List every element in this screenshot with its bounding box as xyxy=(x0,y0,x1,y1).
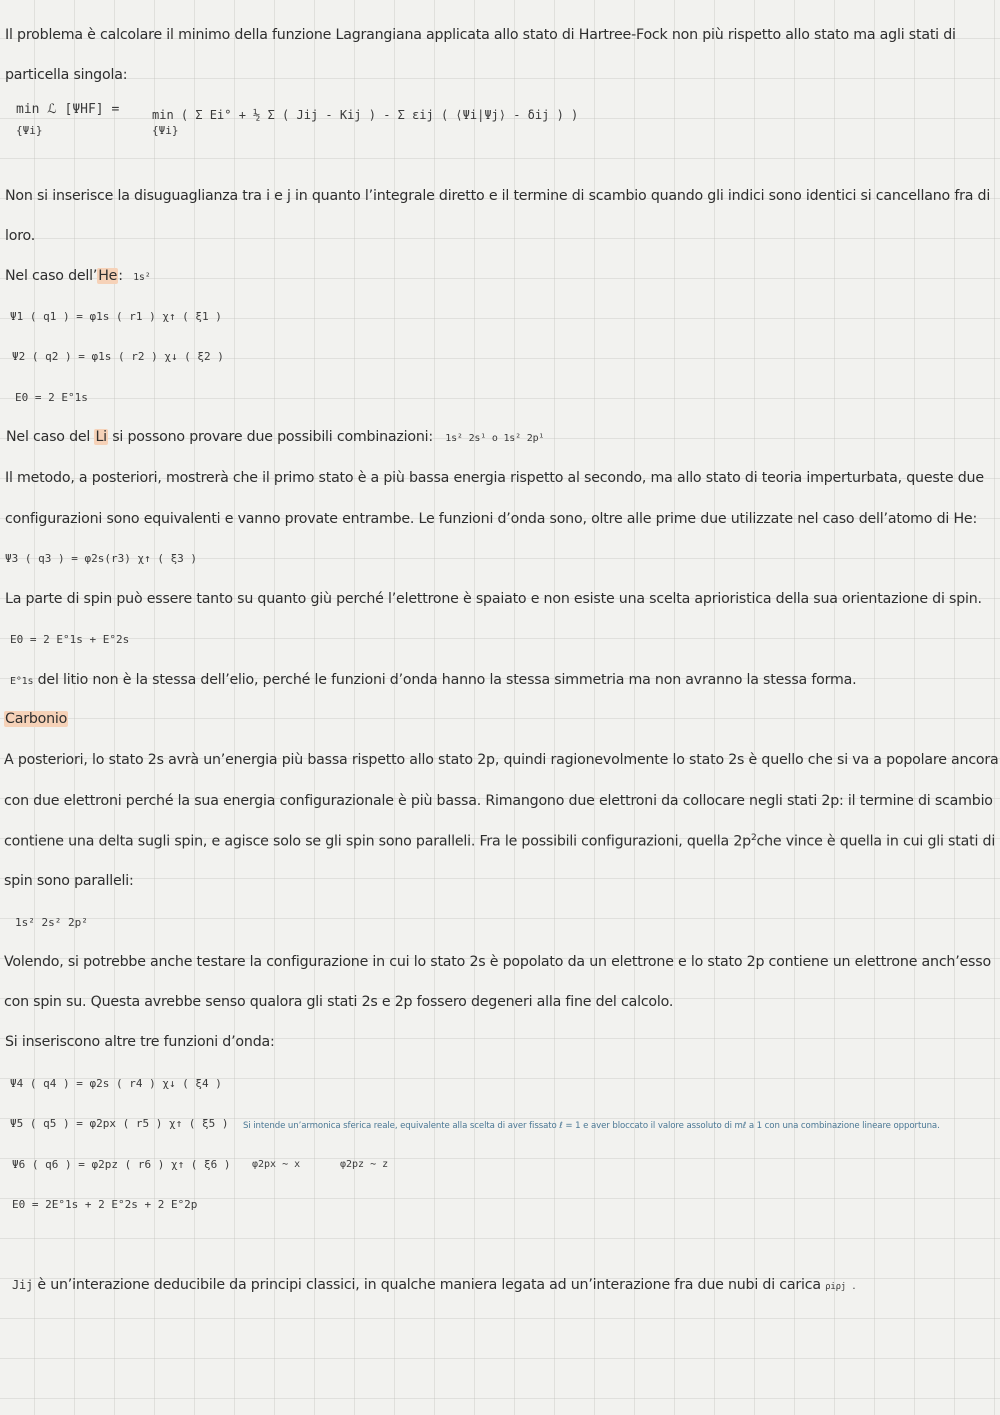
equation-lagrangian-rhs: min ( Σ Ei° + ½ Σ ( Jij - Kij ) - Σ εij ( ⟨Ψi|Ψj⟩ - δij ) ) xyxy=(152,108,579,122)
jij-comment-line xyxy=(12,1277,856,1293)
lithium-line xyxy=(6,429,544,445)
text-line: Non si inserisce la disuguaglianza tra i e j in quanto l’integrale diretto e il termine di scambio quando gli indici sono identici si cancellano fra di xyxy=(5,188,991,204)
text-line: configurazioni sono equivalenti e vanno provate entrambe. Le funzioni d’onda sono, oltre alle prime due utilizzate nel caso dell’atomo di He: xyxy=(5,511,978,527)
lithium-energy-comment xyxy=(10,672,856,688)
wavefunction-psi6: Ψ6 ( q6 ) = φ2pz ( r6 ) χ↑ ( ξ6 ) xyxy=(12,1158,231,1171)
text-segment: che vince è quella in cui gli stati di xyxy=(756,833,996,850)
wavefunction-psi5: Ψ5 ( q5 ) = φ2px ( r5 ) χ↑ ( ξ5 ) xyxy=(10,1117,229,1130)
wavefunction-psi1: Ψ1 ( q1 ) = φ1s ( r1 ) χ↑ ( ξ1 ) xyxy=(10,310,222,323)
helium-colon: : xyxy=(118,268,123,284)
orbital-px-note: φ2px ∼ x xyxy=(252,1159,301,1170)
equation-lagrangian-lhs: min ℒ [ΨHF] = xyxy=(16,102,120,117)
comment-text: del litio non è la stessa dell’elio, perché le funzioni d’onda hanno la stessa simmetria ma non avranno la stessa forma. xyxy=(33,672,857,688)
equation-rhs-subscript: {Ψi} xyxy=(152,124,179,137)
margin-note: Si intende un’armonica sferica reale, equivalente alla scelta di aver fissato ℓ = 1 e aver bloccato il valore assoluto di mℓ a 1 con una combinazione lineare opportuna. xyxy=(243,1121,940,1131)
text-line: Il problema è calcolare il minimo della funzione Lagrangiana applicata allo stato di Hartree-Fock non più rispetto allo stato ma agli stati di xyxy=(5,27,956,43)
text-segment: contiene una delta sugli spin, e agisce solo se gli spin sono paralleli. Fra le possibili configurazioni, quella 2p xyxy=(4,833,751,850)
equation-lhs-subscript: {Ψi} xyxy=(16,124,43,137)
wavefunction-psi3: Ψ3 ( q3 ) = φ2s(r3) χ↑ ( ξ3 ) xyxy=(5,552,198,565)
orbital-pz-note: φ2pz ∼ z xyxy=(340,1159,389,1170)
wavefunction-psi2: Ψ2 ( q2 ) = φ1s ( r2 ) χ↓ ( ξ2 ) xyxy=(12,350,224,363)
text-line: Si inseriscono altre tre funzioni d’onda: xyxy=(5,1034,275,1050)
lithium-configurations: 1s² 2s¹ o 1s² 2p¹ xyxy=(445,433,545,444)
text-line: loro. xyxy=(5,228,36,244)
lithium-highlight: Li xyxy=(95,429,107,445)
helium-intro: Nel caso dell’ xyxy=(5,268,98,284)
text-line: Il metodo, a posteriori, mostrerà che il primo stato è a più bassa energia rispetto al secondo, ma allo stato di teoria imperturbata, queste due xyxy=(5,470,984,486)
text-line: Volendo, si potrebbe anche testare la configurazione in cui lo stato 2s è popolato da un elettrone e lo stato 2p contiene un elettrone anch’esso xyxy=(4,954,991,970)
energy-helium: E0 = 2 E°1s xyxy=(15,391,88,404)
carbon-configuration: 1s² 2s² 2p² xyxy=(15,916,88,929)
energy-lithium: E0 = 2 E°1s + E°2s xyxy=(10,633,130,646)
energy-carbon: E0 = 2E°1s + 2 E°2s + 2 E°2p xyxy=(12,1198,198,1211)
helium-configuration: 1s² xyxy=(133,272,151,283)
energy-1s-label: E°1s xyxy=(10,676,34,687)
carbon-highlight: Carbonio xyxy=(5,711,68,727)
text-line: con due elettroni perché la sua energia configurazionale è più bassa. Rimangono due elettroni da collocare negli stati 2p: il termine di scambio xyxy=(4,793,993,809)
jij-text: è un’interazione deducibile da principi classici, in qualche maniera legata ad un’interazione fra due nubi di carica xyxy=(33,1277,826,1293)
text-line: La parte di spin può essere tanto su quanto giù perché l’elettrone è spaiato e non esiste una scelta aprioristica della sua orientazione di spin. xyxy=(5,591,982,607)
helium-highlight: He xyxy=(98,268,118,284)
text-line: contiene una delta sugli spin, e agisce solo se gli spin sono paralleli. Fra le possibili configurazioni, quella $2p^2che$ vince è quella in cui gli stati di xyxy=(4,833,996,850)
text-line: con spin su. Questa avrebbe senso qualora gli stati 2s e 2p fossero degeneri alla fine del calcolo. xyxy=(4,994,674,1010)
wavefunction-psi4: Ψ4 ( q4 ) = φ2s ( r4 ) χ↓ ( ξ4 ) xyxy=(10,1077,222,1090)
rho-symbol: ρiρj . xyxy=(825,1282,857,1292)
text-line: particella singola: xyxy=(5,67,128,83)
lithium-intro: Nel caso del xyxy=(6,429,95,445)
text-line: A posteriori, lo stato 2s avrà un’energia più bassa rispetto allo stato 2p, quindi ragionevolmente lo stato 2s è quello che si va a popolare ancora xyxy=(4,752,999,768)
carbon-heading xyxy=(4,711,68,727)
helium-line xyxy=(5,268,151,284)
lithium-rest: si possono provare due possibili combinazioni: xyxy=(107,429,433,445)
text-line: spin sono paralleli: xyxy=(4,873,134,889)
jij-symbol: Jij xyxy=(12,1278,34,1292)
